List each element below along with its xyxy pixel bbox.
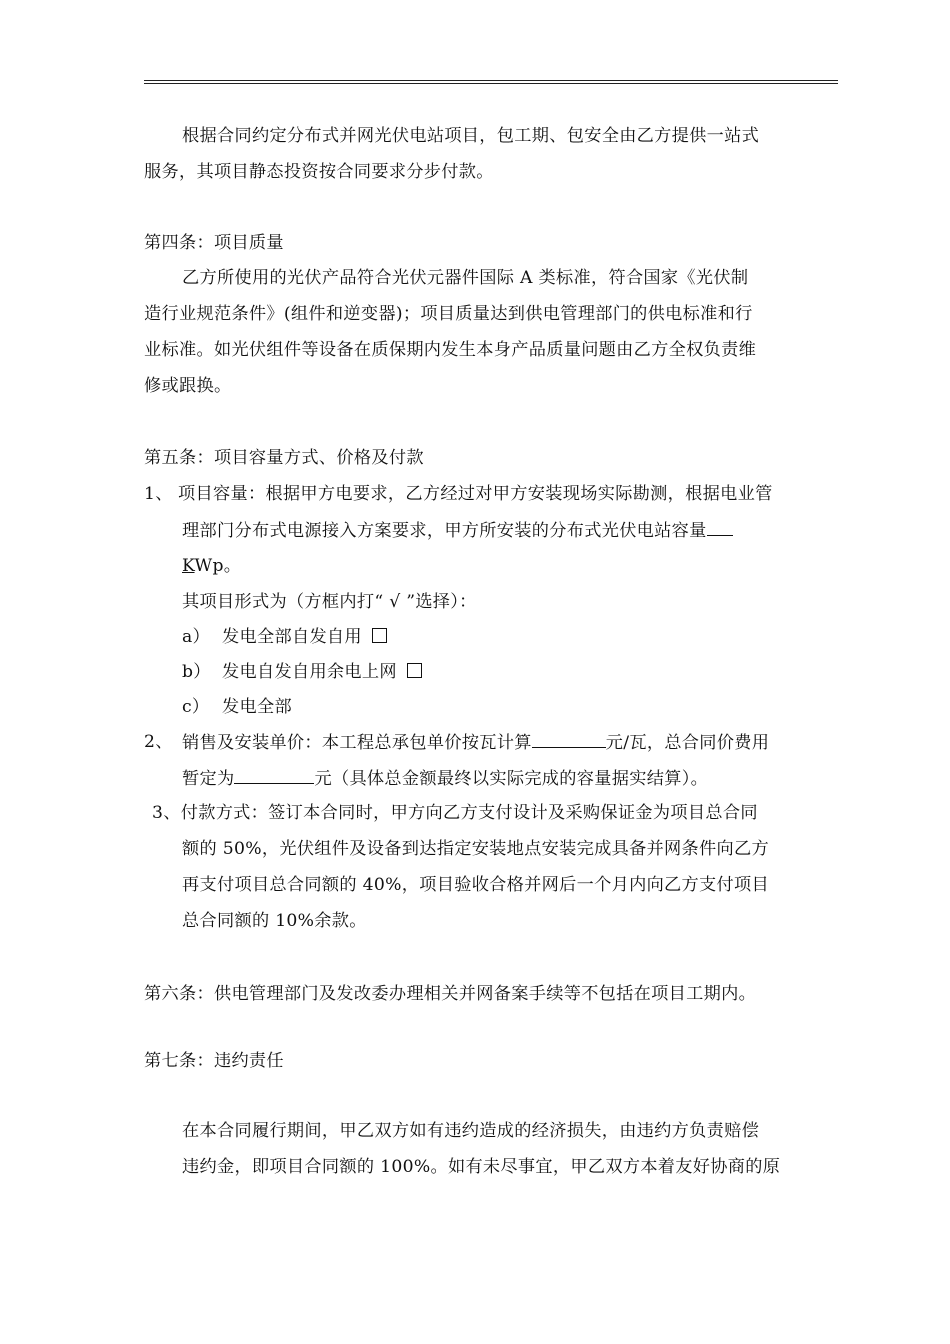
capacity-unit bbox=[182, 554, 241, 578]
header-rule bbox=[144, 80, 838, 84]
item-1-number: 1、 bbox=[144, 484, 173, 504]
article-4-line-2: 造行业规范条件》(组件和逆变器)；项目质量达到供电管理部门的供电标准和行 bbox=[144, 304, 753, 324]
option-b-label: b） bbox=[182, 662, 211, 682]
unit-price-suffix: 元/瓦，总合同价费用 bbox=[605, 733, 770, 753]
option-a bbox=[222, 625, 387, 649]
article-4-heading: 第四条：项目质量 bbox=[144, 233, 284, 253]
item-3-line-1: 3、付款方式：签订本合同时，甲方向乙方支付设计及采购保证金为项目总合同 bbox=[152, 803, 758, 823]
article-4-line-3: 业标准。如光伏组件等设备在质保期内发生本身产品质量问题由乙方全权负责维 bbox=[144, 340, 757, 360]
option-b-checkbox[interactable] bbox=[407, 663, 422, 678]
item-1-line-1: 项目容量：根据甲方电要求，乙方经过对甲方安装现场实际勘测，根据电业管 bbox=[178, 484, 773, 504]
article-4-line-1: 乙方所使用的光伏产品符合光伏元器件国际 A 类标准，符合国家《光伏制 bbox=[182, 268, 749, 288]
option-c-label: c） bbox=[182, 697, 210, 717]
capacity-unit-rest: Wp。 bbox=[194, 556, 242, 576]
item-3-line-2: 额的 50%，光伏组件及设备到达指定安装地点安装完成具备并网条件向乙方 bbox=[182, 839, 769, 859]
unit-price-blank bbox=[532, 730, 606, 748]
option-a-label: a） bbox=[182, 627, 211, 647]
capacity-unit-k: K bbox=[182, 556, 195, 576]
item-2-number: 2、 bbox=[144, 732, 173, 752]
item-2-line-2 bbox=[182, 766, 708, 791]
total-price-text: 暂定为 bbox=[182, 769, 235, 789]
intro-line-1: 根据合同约定分布式并网光伏电站项目，包工期、包安全由乙方提供一站式 bbox=[182, 126, 760, 146]
total-price-suffix: 元（具体总金额最终以实际完成的容量据实结算）。 bbox=[314, 769, 709, 789]
intro-line-2: 服务，其项目静态投资按合同要求分步付款。 bbox=[144, 162, 494, 182]
article-7-line-1: 在本合同履行期间，甲乙双方如有违约造成的经济损失，由违约方负责赔偿 bbox=[182, 1121, 760, 1141]
unit-price-text: 销售及安装单价：本工程总承包单价按瓦计算 bbox=[182, 733, 532, 753]
capacity-blank bbox=[707, 518, 733, 536]
option-b bbox=[222, 660, 422, 684]
item-1-line-2 bbox=[182, 518, 733, 543]
article-7-heading: 第七条：违约责任 bbox=[144, 1051, 284, 1071]
option-a-checkbox[interactable] bbox=[372, 628, 387, 643]
item-3-line-3: 再支付项目总合同额的 40%，项目验收合格并网后一个月内向乙方支付项目 bbox=[182, 875, 769, 895]
article-6-text: 第六条：供电管理部门及发改委办理相关并网备案手续等不包括在项目工期内。 bbox=[144, 984, 757, 1004]
item-2-line-1 bbox=[182, 730, 769, 755]
option-b-text: 发电自发自用余电上网 bbox=[222, 662, 397, 682]
article-7-line-2: 违约金，即项目合同额的 100%。如有未尽事宜，甲乙双方本着友好协商的原 bbox=[182, 1157, 781, 1177]
option-c-text: 发电全部 bbox=[222, 697, 292, 717]
project-form-intro: 其项目形式为（方框内打“ √ ”选择）： bbox=[182, 592, 477, 612]
item-3-line-4: 总合同额的 10%余款。 bbox=[182, 911, 367, 931]
capacity-text: 理部门分布式电源接入方案要求，甲方所安装的分布式光伏电站容量 bbox=[182, 521, 707, 541]
total-price-blank bbox=[234, 766, 314, 784]
article-4-line-4: 修或跟换。 bbox=[144, 376, 232, 396]
option-a-text: 发电全部自发自用 bbox=[222, 627, 362, 647]
article-5-heading: 第五条：项目容量方式、价格及付款 bbox=[144, 448, 424, 468]
